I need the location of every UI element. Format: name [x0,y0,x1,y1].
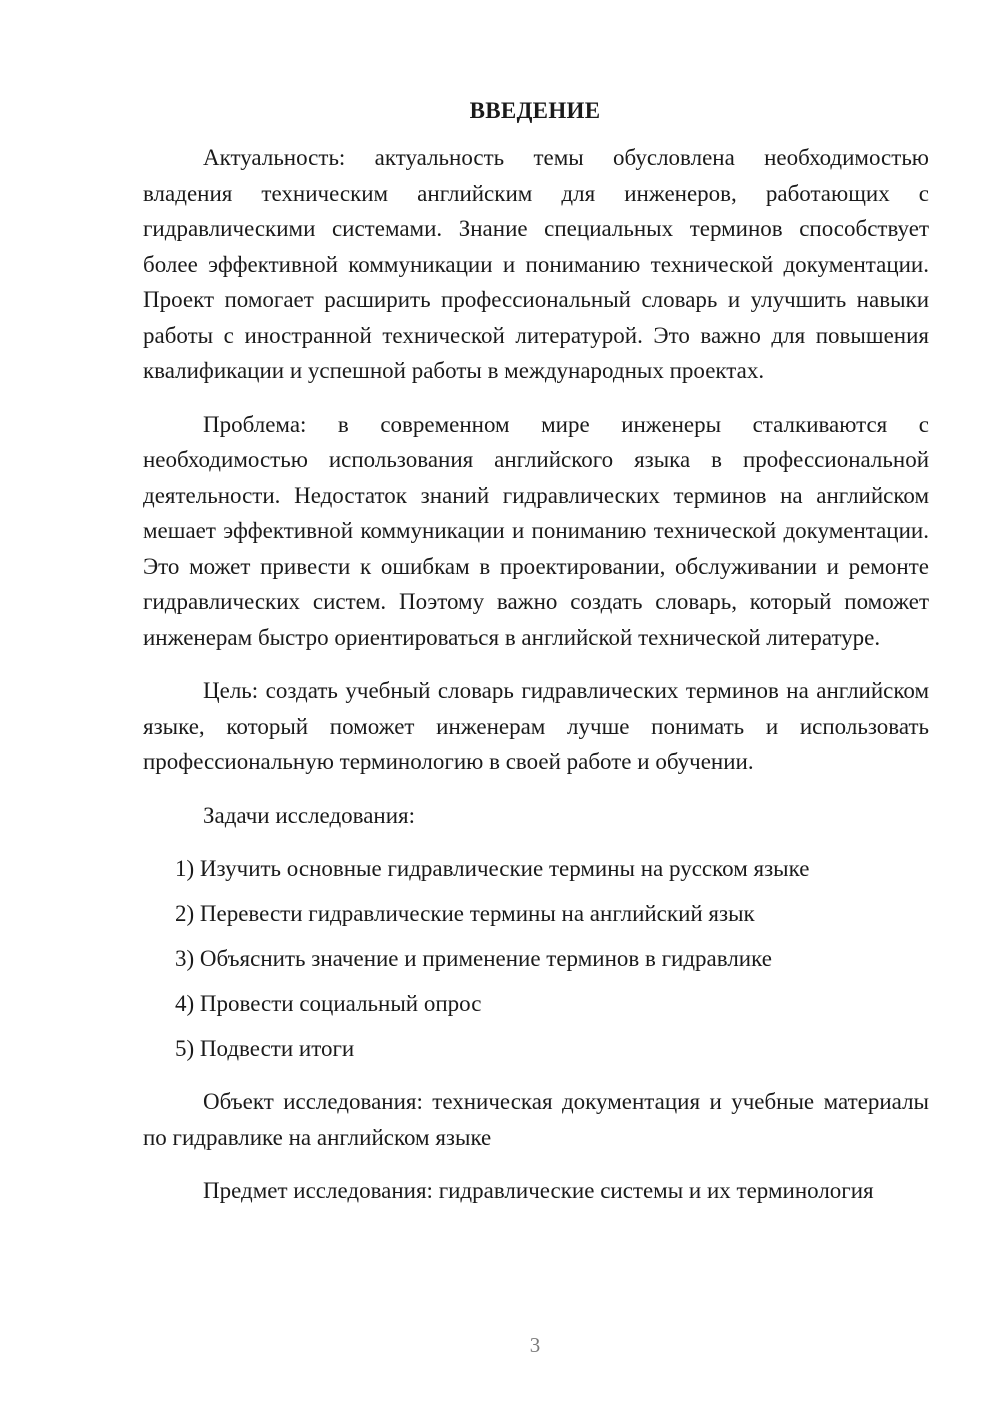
goal-paragraph: Цель: создать учебный словарь гидравлических терминов на английском языке, который поможет инженерам лучше понимать и использовать профессиональную терминологию в своей работе и обучении. [143,678,929,774]
subject-paragraph: Предмет исследования: гидравлические системы и их терминология [203,1178,874,1203]
problem-paragraph: Проблема: в современном мире инженеры сталкиваются с необходимостью использования английского языка в профессиональной деятельности. Недостаток знаний гидравлических терминов на английском мешает эффективной коммуникации и пониманию технической документации. Это может привести к ошибкам в проектировании, обслуживании и ремонте гидравлических систем. Поэтому важно создать словарь, который поможет инженерам быстро ориентироваться в английской технической литературе. [143,411,929,650]
list-item: 3) Объяснить значение и применение терминов в гидравлике [175,946,772,971]
object-paragraph: Объект исследования: техническая документация и учебные материалы по гидравлике на английском языке [143,1089,929,1150]
list-item: 1) Изучить основные гидравлические термины на русском языке [175,856,810,881]
document-body [143,140,929,1209]
relevance-paragraph: Актуальность: актуальность темы обусловлена необходимостью владения техническим английским для инженеров, работающих с гидравлическими системами. Знание специальных терминов способствует более эффективной коммуникации и пониманию технической документации. Проект помогает расширить профессиональный словарь и улучшить навыки работы с иностранной технической литературой. Это важно для повышения квалификации и успешной работы в международных проектах. [143,145,929,383]
list-item: 4) Провести социальный опрос [175,991,482,1016]
list-item: 2) Перевести гидравлические термины на английский язык [175,901,755,926]
section-title: ВВЕДЕНИЕ [469,98,601,123]
list-item: 5) Подвести итоги [175,1036,355,1061]
page-number: 3 [529,1333,541,1357]
tasks-heading: Задачи исследования: [203,802,416,828]
tasks-list [143,851,929,1066]
